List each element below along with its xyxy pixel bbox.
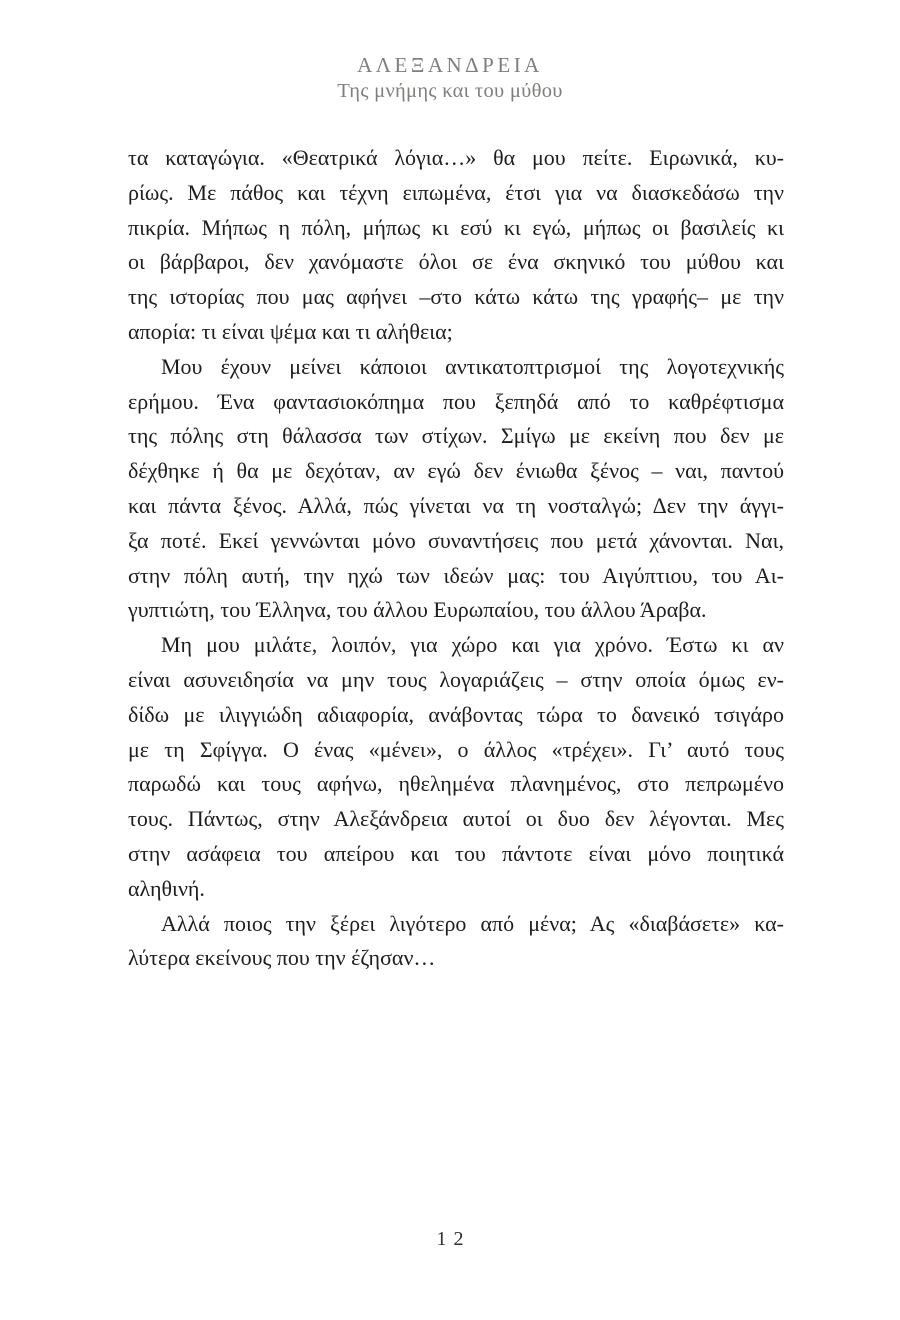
- text-line: στην πόλη αυτή, την ηχώ των ιδεών μας: του Αιγύπτιου, του Αι-: [128, 562, 784, 588]
- text-line: Αλλά ποιος την ξέρει λιγότερο από μένα; Ας «διαβάσετε» κα-: [161, 910, 784, 936]
- book-subtitle: Της μνήμης και του μύθου: [337, 80, 563, 102]
- text-line: ξα ποτέ. Εκεί γεννώνται μόνο συναντήσεις που μετά χάνονται. Ναι,: [128, 527, 784, 553]
- text-line: τους. Πάντως, στην Αλεξάνδρεια αυτοί οι δυο δεν λέγονται. Μες: [128, 806, 784, 832]
- book-title: ΑΛΕΞΑΝΔΡΕΙΑ: [357, 53, 543, 77]
- text-line: Μου έχουν μείνει κάποιοι αντικατοπτρισμοί της λογοτεχνικής: [161, 353, 784, 379]
- text-line: στην ασάφεια του απείρου και του πάντοτε είναι μόνο ποιητικά: [128, 840, 784, 866]
- text-line: γυπτιώτη, του Έλληνα, του άλλου Ευρωπαίου, του άλλου Άραβα.: [128, 597, 707, 623]
- text-line: πικρία. Μήπως η πόλη, μήπως κι εσύ κι εγώ, μήπως οι βασιλείς κι: [128, 214, 784, 240]
- page-number: 12: [436, 1228, 471, 1250]
- text-line: τα καταγώγια. «Θεατρικά λόγια…» θα μου πείτε. Ειρωνικά, κυ-: [128, 145, 784, 170]
- text-line: ερήμου. Ένα φαντασιοκόπημα που ξεπηδά από το καθρέφτισμα: [128, 388, 784, 414]
- text-line: αληθινή.: [128, 875, 205, 901]
- text-line: παρωδώ και τους αφήνω, ηθελημένα πλανημένος, στο πεπρωμένο: [128, 771, 784, 797]
- text-line: με τη Σφίγγα. Ο ένας «μένει», ο άλλος «τρέχει». Γι’ αυτό τους: [128, 736, 784, 762]
- text-line: Μη μου μιλάτε, λοιπόν, για χώρο και για χρόνο. Έστω κι αν: [161, 632, 784, 658]
- text-line: δέχθηκε ή θα με δεχόταν, αν εγώ δεν ένιωθα ξένος – ναι, παντού: [128, 458, 784, 484]
- text-line: της ιστορίας που μας αφήνει –στο κάτω κάτω της γραφής– με την: [128, 284, 784, 310]
- text-line: ρίως. Με πάθος και τέχνη ειπωμένα, έτσι για να διασκεδάσω την: [128, 179, 784, 205]
- running-head: [0, 52, 900, 105]
- text-line: και πάντα ξένος. Αλλά, πώς γίνεται να τη νοσταλγώ; Δεν την άγγι-: [128, 492, 784, 518]
- text-line: είναι ασυνειδησία να μην τους λογαριάζεις – στην οποία όμως εν-: [128, 666, 784, 692]
- text-line: δίδω με ιλιγγιώδη αδιαφορία, ανάβοντας τώρα το δανεικό τσιγάρο: [128, 701, 784, 727]
- text-line: οι βάρβαροι, δεν χανόμαστε όλοι σε ένα σκηνικό του μύθου και: [128, 249, 784, 275]
- text-line: λύτερα εκείνους που την έζησαν…: [128, 945, 436, 971]
- page-body-text: [128, 141, 784, 976]
- text-line: απορία: τι είναι ψέμα και τι αλήθεια;: [128, 318, 453, 344]
- text-line: της πόλης στη θάλασσα των στίχων. Σμίγω με εκείνη που δεν με: [128, 423, 784, 449]
